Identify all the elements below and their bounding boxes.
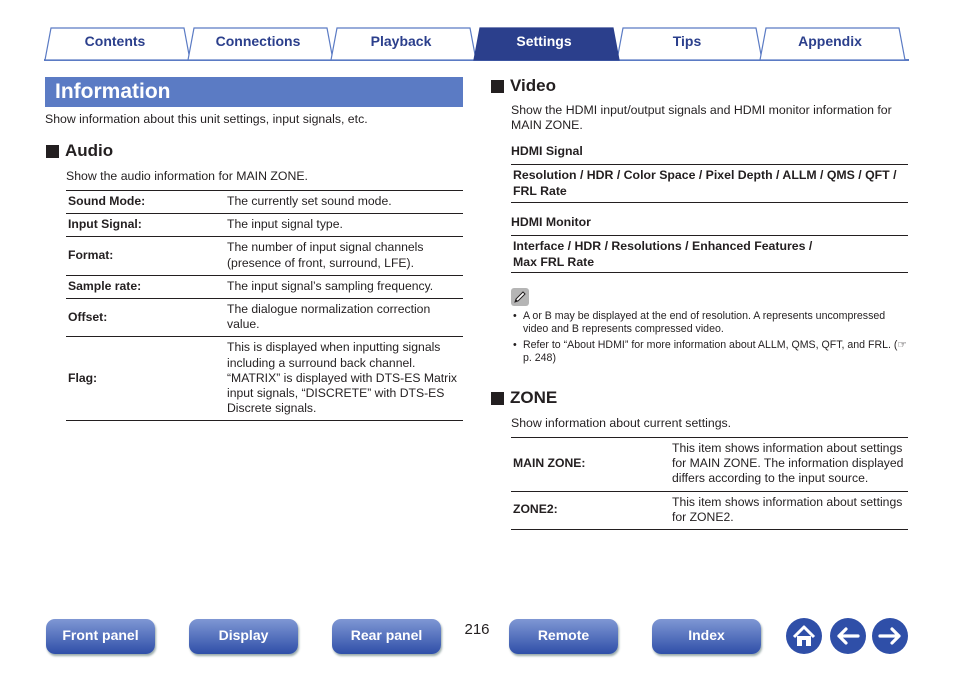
table-row	[511, 491, 908, 529]
bullet-icon: •	[513, 310, 517, 322]
home-icon[interactable]	[786, 618, 822, 654]
tab-connections[interactable]: Connections	[215, 33, 301, 49]
hdmi-monitor-items: Interface / HDR / Resolutions / Enhanced Features / Max FRL Rate	[511, 235, 908, 273]
tab-settings[interactable]: Settings	[516, 33, 572, 49]
row-value: The number of input signal channels (presence of front, surround, LFE).	[225, 237, 463, 275]
row-key: Offset:	[66, 299, 225, 337]
row-key: Format:	[66, 237, 225, 275]
page-number: 216	[464, 621, 490, 638]
note-item	[513, 310, 907, 337]
remote-button[interactable]: Remote	[509, 619, 618, 654]
intro-text: Show information about this unit settings, input signals, etc.	[45, 112, 368, 126]
pencil-note-icon	[511, 288, 529, 306]
forward-arrow-icon[interactable]	[872, 618, 908, 654]
page-title: Information	[55, 80, 171, 103]
table-row	[511, 438, 908, 492]
audio-description: Show the audio information for MAIN ZONE.	[66, 169, 308, 183]
row-key: ZONE2:	[511, 491, 670, 529]
table-row	[66, 299, 463, 337]
note-text: Refer to “About HDMI” for more information about ALLM, QMS, QFT, and FRL. (☞ p. 248)	[523, 339, 907, 365]
row-value: The currently set sound mode.	[225, 191, 463, 214]
pencil-icon-shape	[511, 288, 529, 306]
row-key: MAIN ZONE:	[511, 438, 670, 492]
audio-heading	[46, 141, 113, 161]
display-button[interactable]: Display	[189, 619, 298, 654]
table-row	[66, 214, 463, 237]
square-bullet-icon	[491, 80, 504, 93]
rear-panel-button[interactable]: Rear panel	[332, 619, 441, 654]
zone-heading	[491, 388, 557, 408]
video-heading-text: Video	[510, 76, 556, 95]
zone-heading-text: ZONE	[510, 388, 558, 407]
video-description: Show the HDMI input/output signals and HDMI monitor information for MAIN ZONE.	[511, 103, 892, 133]
row-value: The input signal’s sampling frequency.	[225, 275, 463, 298]
back-arrow-icon[interactable]	[830, 618, 866, 654]
square-bullet-icon	[491, 392, 504, 405]
table-row	[66, 191, 463, 214]
table-row	[66, 237, 463, 275]
row-value: The input signal type.	[225, 214, 463, 237]
row-key: Sound Mode:	[66, 191, 225, 214]
bullet-icon: •	[513, 339, 517, 351]
index-button[interactable]: Index	[652, 619, 761, 654]
audio-heading-text: Audio	[65, 141, 114, 160]
row-key: Input Signal:	[66, 214, 225, 237]
row-key: Sample rate:	[66, 275, 225, 298]
page-title-banner	[45, 77, 463, 107]
audio-info-table	[66, 190, 463, 421]
table-row	[66, 337, 463, 421]
hdmi-signal-items: Resolution / HDR / Color Space / Pixel Depth / ALLM / QMS / QFT / FRL Rate	[511, 164, 908, 203]
note-item	[513, 339, 907, 366]
row-value: This item shows information about settings for MAIN ZONE. The information displayed differs according to the input source.	[670, 438, 908, 492]
tab-appendix[interactable]: Appendix	[798, 33, 862, 49]
front-panel-button[interactable]: Front panel	[46, 619, 155, 654]
square-bullet-icon	[46, 145, 59, 158]
video-heading	[491, 76, 556, 96]
row-value: This item shows information about settings for ZONE2.	[670, 491, 908, 529]
zone-info-table	[511, 437, 908, 530]
table-row	[66, 275, 463, 298]
row-value: The dialogue normalization correction value.	[225, 299, 463, 337]
note-text: A or B may be displayed at the end of resolution. A represents uncompressed video and B represents compressed video.	[523, 310, 886, 336]
top-tab-bar	[44, 27, 909, 61]
zone-description: Show information about current settings.	[511, 416, 732, 430]
tab-tips[interactable]: Tips	[672, 33, 702, 49]
row-key: Flag:	[66, 337, 225, 421]
hdmi-monitor-title: HDMI Monitor	[511, 215, 591, 229]
tab-playback[interactable]: Playback	[370, 33, 432, 49]
hdmi-signal-title: HDMI Signal	[511, 144, 583, 158]
tab-contents[interactable]: Contents	[84, 33, 146, 49]
row-value: This is displayed when inputting signals including a surround back channel. “MATRIX” is displayed with DTS-ES Matrix input signals, “DISCRETE” with DTS-ES Discrete signals.	[225, 337, 463, 421]
